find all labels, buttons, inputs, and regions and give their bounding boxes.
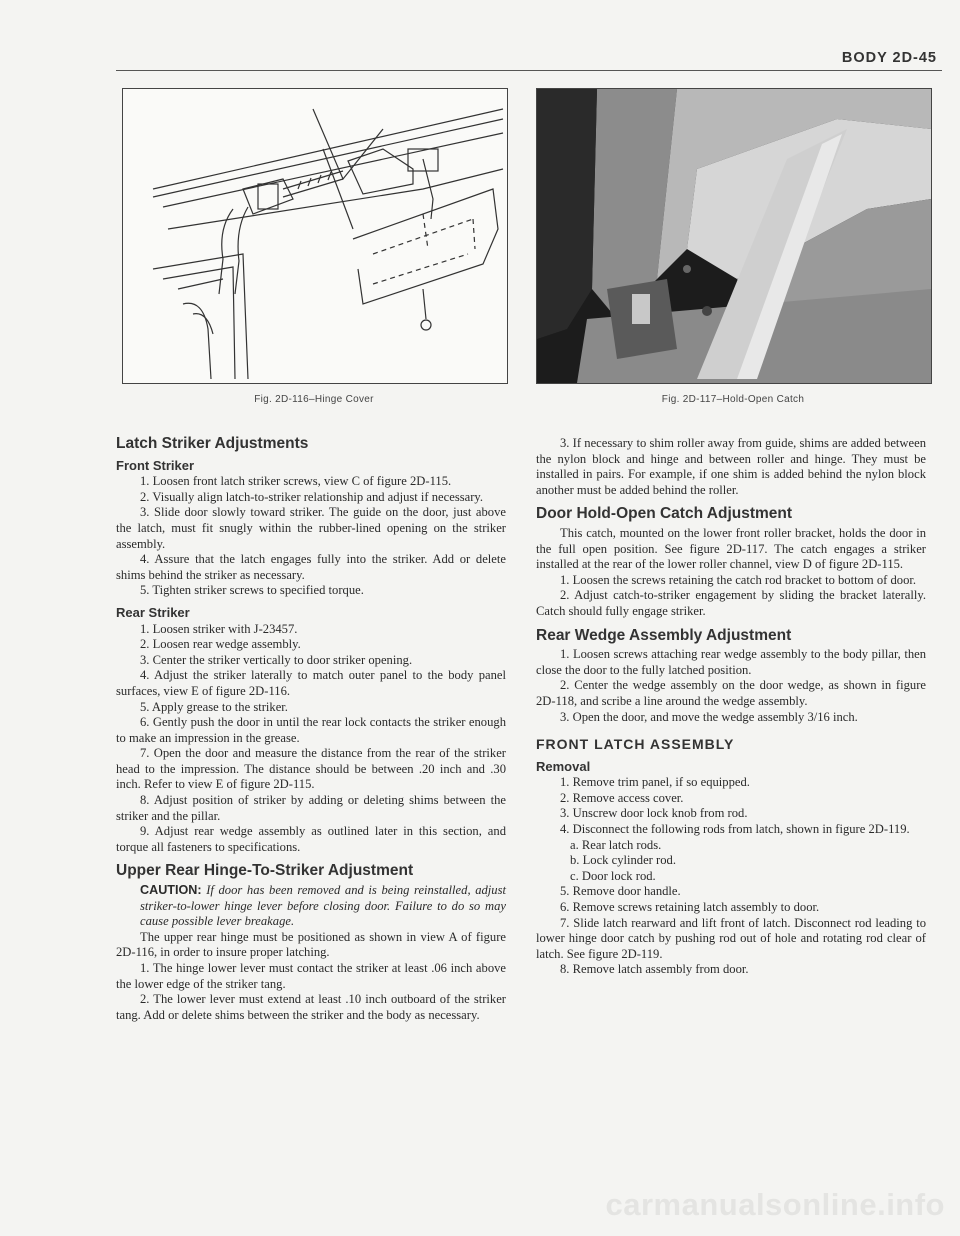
- paragraph: 3. Unscrew door lock knob from rod.: [560, 806, 748, 821]
- paragraph: 5. Apply grease to the striker.: [140, 699, 288, 714]
- header-rule: [116, 70, 942, 71]
- heading-removal: Removal: [536, 758, 591, 774]
- sub-item: b. Lock cylinder rod.: [570, 853, 676, 868]
- figure-hold-open-catch: [536, 88, 932, 384]
- heading-rear-striker: Rear Striker: [116, 604, 190, 620]
- paragraph: 1. Loosen screws attaching rear wedge assembly to the body pillar, then close the door to the fully latched position.: [536, 647, 926, 677]
- paragraph: 1. Remove trim panel, if so equipped.: [560, 775, 750, 790]
- page-header: BODY 2D-45: [841, 50, 937, 66]
- paragraph: 4. Assure that the latch engages fully into the striker. Add or delete shims behind the striker as necessary.: [116, 552, 506, 582]
- heading-front-striker: Front Striker: [116, 457, 195, 473]
- paragraph: 8. Adjust position of striker by adding or deleting shims between the striker and the pillar.: [116, 793, 506, 823]
- heading-front-latch-assembly: FRONT LATCH ASSEMBLY: [536, 736, 735, 753]
- figure-hinge-cover: [122, 88, 508, 384]
- paragraph: 3. If necessary to shim roller away from guide, shims are added between the nylon block and hinge and between roller and hinge. They must be installed in pairs. For example, if one shim is added behind the nylon block another must be added behind the roller.: [536, 436, 926, 497]
- paragraph: 5. Remove door handle.: [560, 884, 681, 899]
- paragraph: 4. Disconnect the following rods from latch, shown in figure 2D-119.: [560, 822, 910, 837]
- heading-upper-rear-hinge: Upper Rear Hinge-To-Striker Adjustment: [116, 862, 414, 880]
- paragraph: The upper rear hinge must be positioned as shown in view A of figure 2D-116, in order to insure proper latching.: [116, 929, 506, 960]
- paragraph: 1. Loosen the screws retaining the catch rod bracket to bottom of door.: [560, 572, 917, 587]
- caution-label: CAUTION:: [140, 883, 202, 898]
- paragraph: 2. Adjust catch-to-striker engagement by sliding the bracket laterally. Catch should fully engage striker.: [536, 588, 926, 618]
- right-column: [536, 436, 926, 978]
- hold-open-catch-photo: [537, 89, 931, 383]
- watermark: carmanualsonline.info: [605, 1187, 945, 1222]
- paragraph: 7. Slide latch rearward and lift front of latch. Disconnect rod leading to lower hinge door catch by pushing rod out of hole and rotating rod clear of latch. See figure 2D-119.: [536, 915, 926, 961]
- paragraph: 2. Remove access cover.: [560, 790, 684, 805]
- paragraph: This catch, mounted on the lower front roller bracket, holds the door in the full open position. See figure 2D-117. The catch engages a striker installed at the rear of the lower roller channel, view D of figure 2D-115.: [536, 525, 926, 572]
- heading-latch-striker: Latch Striker Adjustments: [116, 435, 309, 452]
- caution-note: [116, 883, 506, 930]
- paragraph: 5. Tighten striker screws to specified torque.: [140, 583, 364, 598]
- paragraph: 2. Loosen rear wedge assembly.: [140, 637, 301, 652]
- paragraph: 4. Adjust the striker laterally to match outer panel to the body panel surfaces, view E of figure 2D-116.: [116, 668, 506, 698]
- paragraph: 8. Remove latch assembly from door.: [560, 962, 749, 977]
- paragraph: 1. The hinge lower lever must contact the striker at least .06 inch above the lower edge of the striker tang.: [116, 961, 506, 991]
- sub-item: c. Door lock rod.: [570, 868, 656, 883]
- paragraph: 7. Open the door and measure the distance from the rear of the striker head to the impression. The distance should be between .20 inch and .30 inch. Refer to view E of figure 2D-115.: [116, 746, 506, 792]
- paragraph: 9. Adjust rear wedge assembly as outlined later in this section, and torque all fasteners to specifications.: [116, 824, 506, 854]
- paragraph: 6. Gently push the door in until the rear lock contacts the striker enough to make an impression in the grease.: [116, 715, 506, 745]
- paragraph: 3. Open the door, and move the wedge assembly 3/16 inch.: [560, 709, 858, 724]
- paragraph: 2. Visually align latch-to-striker relationship and adjust if necessary.: [140, 489, 484, 504]
- figure-caption: Fig. 2D-116–Hinge Cover: [254, 394, 374, 405]
- caution-text: If door has been removed and is being reinstalled, adjust striker-to-lower hinge lever before closing door. Failure to do so may cause possible lever breakage.: [140, 883, 506, 929]
- paragraph: 2. Center the wedge assembly on the door wedge, as shown in figure 2D-118, and scribe a line around the wedge assembly.: [536, 678, 926, 708]
- left-column: [116, 436, 506, 1023]
- heading-door-hold-open: Door Hold-Open Catch Adjustment: [536, 505, 793, 523]
- heading-rear-wedge: Rear Wedge Assembly Adjustment: [536, 626, 792, 644]
- paragraph: 1. Loosen striker with J-23457.: [140, 621, 298, 636]
- figure-caption: Fig. 2D-117–Hold-Open Catch: [661, 394, 805, 405]
- paragraph: 6. Remove screws retaining latch assembly to door.: [560, 900, 820, 915]
- sub-item: a. Rear latch rods.: [570, 837, 662, 852]
- paragraph: 1. Loosen front latch striker screws, view C of figure 2D-115.: [140, 474, 452, 489]
- paragraph: 3. Center the striker vertically to door striker opening.: [140, 652, 413, 667]
- paragraph: 3. Slide door slowly toward striker. The guide on the door, just above the latch, must fit snugly within the rubber-lined opening on the striker assembly.: [116, 505, 506, 551]
- hinge-cover-drawing: [123, 89, 507, 383]
- paragraph: 2. The lower lever must extend at least .10 inch outboard of the striker tang. Add or delete shims between the striker and the body as necessary.: [116, 992, 506, 1022]
